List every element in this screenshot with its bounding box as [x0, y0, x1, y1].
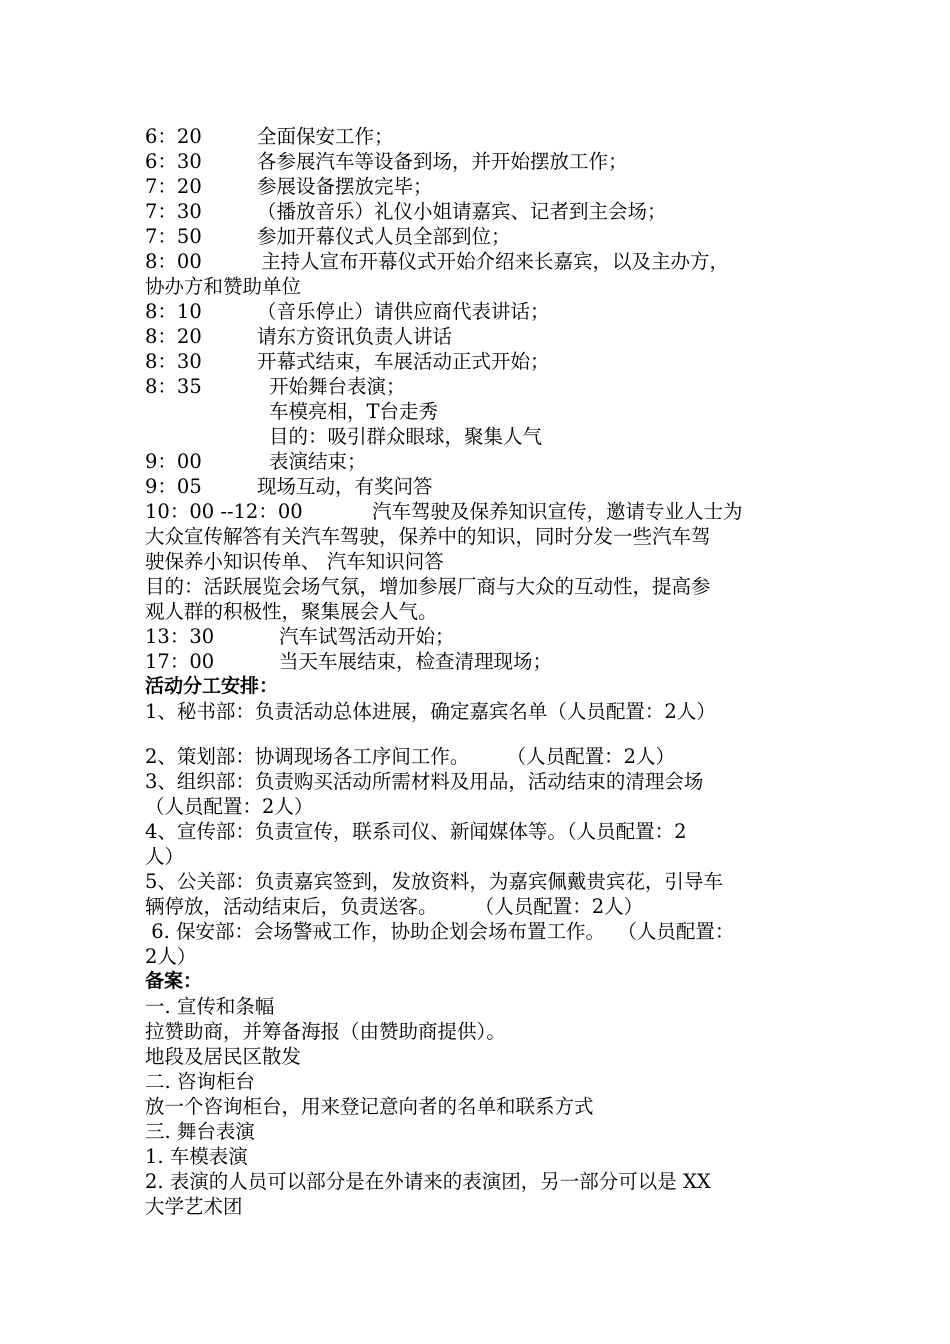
- schedule-text: （音乐停止）请供应商代表讲话；: [257, 300, 550, 323]
- schedule-time: 7：30: [145, 200, 202, 223]
- backup-line: 1. 车模表演: [145, 1145, 248, 1168]
- division-item: 5、公关部：负责嘉宾签到，发放资料，为嘉宾佩戴贵宾花，引导车: [145, 870, 723, 893]
- division-item: 4、宣传部：负责宣传，联系司仪、新闻媒体等。（人员配置：2: [145, 820, 687, 843]
- schedule-text: 开始舞台表演；: [269, 375, 406, 398]
- schedule-time: 17：00: [145, 650, 215, 673]
- backup-heading: 备案：: [145, 970, 203, 992]
- schedule-time: 8：00: [145, 250, 202, 273]
- schedule-text: 现场互动，有奖问答: [257, 475, 433, 498]
- schedule-continuation: 大众宣传解答有关汽车驾驶，保养中的知识，同时分发一些汽车驾: [145, 525, 711, 548]
- schedule-time: 13：30: [145, 625, 215, 648]
- backup-line: 2. 表演的人员可以部分是在外请来的表演团，另一部分可以是 XX: [145, 1170, 711, 1193]
- division-item-continuation: 人）: [145, 845, 185, 868]
- schedule-text: 参展设备摆放完毕；: [257, 175, 433, 198]
- backup-line: 放一个咨询柜台，用来登记意向者的名单和联系方式: [145, 1095, 594, 1118]
- backup-line: 三. 舞台表演: [145, 1120, 255, 1143]
- schedule-time: 7：20: [145, 175, 202, 198]
- schedule-text: 汽车试驾活动开始；: [279, 625, 455, 648]
- division-item: 2、策划部：协调现场各工序间工作。 （人员配置：2人）: [145, 745, 676, 768]
- schedule-text: 主持人宣布开幕仪式开始介绍来长嘉宾，以及主办方，: [261, 250, 730, 273]
- schedule-text: 参加开幕仪式人员全部到位；: [257, 225, 511, 248]
- schedule-sub-line: 目的：吸引群众眼球，聚集人气: [269, 425, 543, 448]
- schedule-time: 7：50: [145, 225, 202, 248]
- division-item-continuation: （人员配置：2人）: [145, 795, 314, 818]
- division-item: 3、组织部：负责购买活动所需材料及用品，活动结束的清理会场: [145, 770, 704, 793]
- schedule-time: 8：35: [145, 375, 202, 398]
- schedule-text: 开幕式结束，车展活动正式开始；: [257, 350, 550, 373]
- schedule-time: 8：30: [145, 350, 202, 373]
- backup-line: 地段及居民区散发: [145, 1045, 302, 1068]
- schedule-text: 各参展汽车等设备到场，并开始摆放工作；: [257, 150, 628, 173]
- division-item: 6. 保安部：会场警戒工作，协助企划会场布置工作。 （人员配置：: [145, 920, 735, 943]
- schedule-text: 请东方资讯负责人讲话: [257, 325, 453, 348]
- schedule-time: 8：10: [145, 300, 202, 323]
- schedule-continuation: 协办方和赞助单位: [145, 275, 302, 298]
- schedule-text: 表演结束；: [269, 450, 367, 473]
- purpose-line: 观人群的积极性，聚集展会人气。: [145, 600, 438, 623]
- division-item-continuation: 2人）: [145, 945, 197, 968]
- schedule-time: 6：20: [145, 125, 202, 148]
- backup-line: 一. 宣传和条幅: [145, 995, 275, 1018]
- backup-line: 拉赞助商，并筹备海报（由赞助商提供）。: [145, 1020, 506, 1043]
- schedule-sub-line: 车模亮相，T台走秀: [269, 400, 439, 423]
- purpose-line: 目的：活跃展览会场气氛，增加参展厂商与大众的互动性，提高参: [145, 575, 711, 598]
- schedule-time: 8：20: [145, 325, 202, 348]
- schedule-time: 9：00: [145, 450, 202, 473]
- schedule-time: 9：05: [145, 475, 202, 498]
- schedule-text: 当天车展结束，检查清理现场；: [279, 650, 553, 673]
- backup-line: 二. 咨询柜台: [145, 1070, 255, 1093]
- backup-line: 大学艺术团: [145, 1195, 243, 1218]
- schedule-time: 6：30: [145, 150, 202, 173]
- schedule-time: 10：00 --12：00: [145, 500, 303, 523]
- division-heading: 活动分工安排：: [145, 675, 279, 697]
- schedule-text: （播放音乐）礼仪小姐请嘉宾、记者到主会场；: [257, 200, 667, 223]
- schedule-text: 汽车驾驶及保养知识宣传，邀请专业人士为: [372, 500, 743, 523]
- schedule-continuation: 驶保养小知识传单、 汽车知识问答: [145, 550, 444, 573]
- division-item: 1、秘书部：负责活动总体进展，确定嘉宾名单（人员配置：2人）: [145, 700, 716, 723]
- schedule-text: 全面保安工作；: [257, 125, 394, 148]
- division-item-continuation: 辆停放，活动结束后，负责送客。 （人员配置：2人）: [145, 895, 644, 918]
